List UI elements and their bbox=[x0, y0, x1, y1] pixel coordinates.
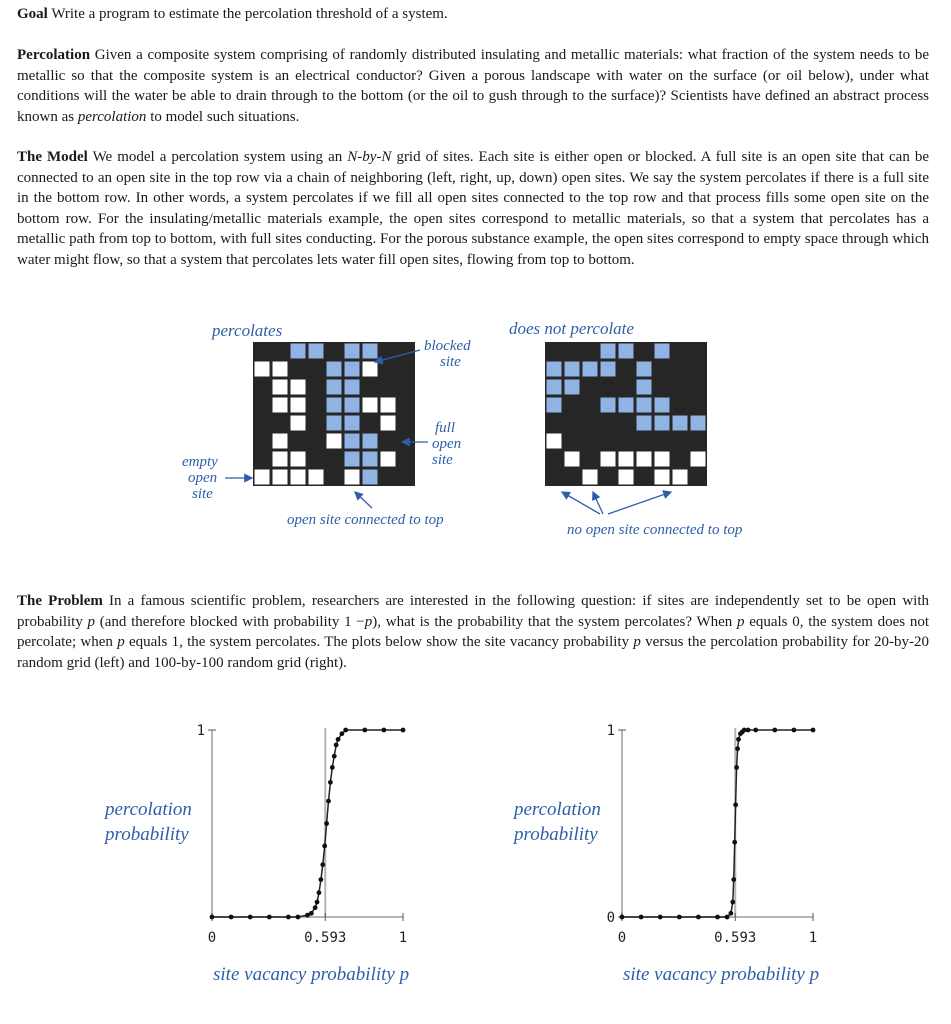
right-data-point bbox=[735, 746, 740, 751]
left-data-point bbox=[296, 915, 301, 920]
right-data-point bbox=[732, 840, 737, 845]
left-data-point bbox=[334, 743, 339, 748]
blocked-site bbox=[581, 378, 599, 396]
empty-label-line1: empty bbox=[182, 454, 218, 470]
goal-heading: Goal bbox=[17, 6, 48, 22]
blocked-site bbox=[653, 378, 671, 396]
empty-site bbox=[381, 452, 396, 467]
left-data-point bbox=[248, 915, 253, 920]
left-data-point bbox=[328, 780, 333, 785]
left-data-point bbox=[362, 728, 367, 733]
full-site bbox=[547, 362, 562, 377]
right-data-point bbox=[725, 915, 730, 920]
left-data-point bbox=[309, 911, 314, 916]
right-series-line bbox=[622, 730, 813, 917]
right-y-tick-label: 0 bbox=[606, 910, 615, 926]
model-text-2: grid of sites. Each site is either open or blocked. A full site is an open site that can be connected to an open site in the top row via a chain of neighboring (left, right, up, down) open sites. We say the system percolates if there is a full site in the bottom row. In other words, a system percolates if we fill all open sites connected to the top row and that process fills some open site on the bottom row. For the insulating/metallic materials example, the open sites correspond to metallic materials, so that a system that percolates has a metallic path from top to bottom, with full sites conducting. For the porous substance example, the open sites correspond to empty space through which water might flow, so that a system that percolates lets water fill open sites, flowing from top to bottom. bbox=[17, 149, 930, 268]
left-data-point bbox=[326, 799, 331, 804]
left-data-point bbox=[330, 765, 335, 770]
full-site bbox=[327, 380, 342, 395]
blocked-site bbox=[397, 342, 415, 360]
blocked-site bbox=[563, 396, 581, 414]
left-chart-xlabel: site vacancy probability p bbox=[213, 964, 410, 985]
blocked-label-line2: site bbox=[440, 354, 461, 370]
full-site bbox=[345, 416, 360, 431]
percolation-text: Given a composite system comprising of randomly distributed insulating and metallic materials: what fraction of the system needs to be metallic so that the composite system is an electrical conductor? Given a porous landscape with water on the surface (or oil below), under what conditions will the water be able to drain through to the bottom (or the oil to gush through to the surface)? Scientists have defined an abstract process known as bbox=[17, 47, 929, 125]
right-data-point bbox=[731, 877, 736, 882]
left-chart-ylabel-line2: probability bbox=[105, 824, 189, 845]
blocked-site bbox=[617, 378, 635, 396]
left-data-point bbox=[382, 728, 387, 733]
blocked-site bbox=[397, 378, 415, 396]
full-site bbox=[673, 416, 688, 431]
blocked-site bbox=[671, 360, 689, 378]
empty-site bbox=[291, 452, 306, 467]
blocked-site bbox=[689, 342, 707, 360]
left-chart-ylabel-line1: percolation bbox=[105, 799, 192, 820]
no-open-arrow-3 bbox=[608, 492, 671, 514]
left-data-point bbox=[320, 862, 325, 867]
full-site bbox=[655, 416, 670, 431]
empty-site bbox=[291, 470, 306, 485]
blocked-site bbox=[307, 378, 325, 396]
blocked-site bbox=[397, 414, 415, 432]
blocked-site bbox=[379, 432, 397, 450]
empty-site bbox=[327, 434, 342, 449]
blocked-site bbox=[307, 450, 325, 468]
problem-text-4: equals 0, the system does not percolate; when bbox=[17, 613, 930, 651]
problem-text-3: ), what is the probability that the system percolates? When bbox=[372, 613, 733, 630]
empty-label-line2: open bbox=[188, 470, 218, 486]
full-site bbox=[309, 344, 324, 359]
empty-site bbox=[565, 452, 580, 467]
blocked-site bbox=[653, 360, 671, 378]
full-site bbox=[363, 434, 378, 449]
right-data-point bbox=[734, 765, 739, 770]
full-site bbox=[327, 362, 342, 377]
left-data-point bbox=[401, 728, 406, 733]
full-site bbox=[547, 380, 562, 395]
blocked-site bbox=[545, 468, 563, 486]
blocked-site bbox=[397, 396, 415, 414]
empty-site bbox=[601, 452, 616, 467]
blocked-site bbox=[307, 432, 325, 450]
full-site bbox=[619, 398, 634, 413]
blocked-site bbox=[253, 450, 271, 468]
no-open-label: no open site connected to top bbox=[567, 522, 743, 538]
right-data-point bbox=[772, 728, 777, 733]
full-label-line1: full bbox=[435, 420, 456, 436]
empty-site bbox=[273, 398, 288, 413]
blocked-site bbox=[361, 414, 379, 432]
blocked-site bbox=[617, 432, 635, 450]
problem-text-6: versus the percolation probability for 20-by-20 random grid (left) and 100-by-100 random grid (right). bbox=[17, 634, 929, 671]
blocked-site bbox=[397, 432, 415, 450]
blocked-site bbox=[599, 468, 617, 486]
left-data-point bbox=[210, 915, 215, 920]
right-percolation-chart bbox=[505, 712, 845, 1002]
empty-site bbox=[363, 362, 378, 377]
empty-site bbox=[291, 380, 306, 395]
empty-label-line3: site bbox=[192, 486, 213, 502]
blocked-site bbox=[253, 378, 271, 396]
full-site bbox=[637, 380, 652, 395]
full-site bbox=[327, 416, 342, 431]
blocked-site bbox=[325, 468, 343, 486]
right-data-point bbox=[677, 915, 682, 920]
goal-paragraph bbox=[17, 4, 929, 25]
empty-site bbox=[255, 362, 270, 377]
empty-site bbox=[619, 470, 634, 485]
blocked-site bbox=[397, 360, 415, 378]
empty-site bbox=[255, 470, 270, 485]
full-site bbox=[655, 344, 670, 359]
problem-p-3: p bbox=[736, 613, 745, 630]
blocked-site bbox=[379, 468, 397, 486]
open-connected-arrow bbox=[355, 492, 372, 508]
empty-site bbox=[637, 452, 652, 467]
right-data-point bbox=[746, 728, 751, 733]
right-data-point bbox=[736, 737, 741, 742]
blocked-site bbox=[289, 432, 307, 450]
full-site bbox=[547, 398, 562, 413]
right-percolation-grid bbox=[545, 342, 707, 486]
full-site bbox=[345, 452, 360, 467]
full-site bbox=[345, 398, 360, 413]
right-chart-ylabel-line1: percolation bbox=[514, 799, 601, 820]
problem-paragraph bbox=[17, 591, 929, 673]
left-x-tick-label: 0 bbox=[207, 930, 217, 946]
right-data-point bbox=[733, 802, 738, 807]
percolation-paragraph bbox=[17, 45, 929, 127]
full-site bbox=[327, 398, 342, 413]
problem-p-4: p bbox=[117, 634, 125, 651]
blocked-site bbox=[397, 450, 415, 468]
empty-site bbox=[363, 398, 378, 413]
left-data-point bbox=[315, 900, 320, 905]
full-site bbox=[637, 398, 652, 413]
blocked-site bbox=[671, 450, 689, 468]
blocked-site bbox=[581, 396, 599, 414]
blocked-site bbox=[689, 360, 707, 378]
full-label-line3: site bbox=[432, 452, 453, 468]
problem-text-1: In a famous scientific problem, researchers are interested in the following question: if sites are independently set to be open with probability bbox=[17, 593, 929, 630]
model-heading: The Model bbox=[17, 149, 88, 165]
problem-p-5: p bbox=[633, 634, 641, 651]
full-site bbox=[345, 362, 360, 377]
left-data-point bbox=[324, 821, 329, 826]
left-data-point bbox=[317, 890, 322, 895]
percolation-term: percolation bbox=[77, 108, 147, 125]
left-data-point bbox=[229, 915, 234, 920]
blocked-site bbox=[671, 396, 689, 414]
blocked-site bbox=[617, 414, 635, 432]
problem-text-2: (and therefore blocked with probability 1 − bbox=[99, 613, 365, 630]
percolation-text-end: to model such situations. bbox=[150, 108, 300, 125]
blocked-site bbox=[545, 450, 563, 468]
percolation-heading: Percolation bbox=[17, 47, 91, 63]
problem-text-5: equals 1, the system percolates. The plots below show the site vacancy probability bbox=[128, 634, 630, 651]
blocked-site bbox=[689, 432, 707, 450]
blocked-site bbox=[617, 360, 635, 378]
right-data-point bbox=[639, 915, 644, 920]
blocked-site bbox=[653, 432, 671, 450]
full-site bbox=[619, 344, 634, 359]
right-chart-ylabel-line2: probability bbox=[514, 824, 598, 845]
blocked-site bbox=[563, 432, 581, 450]
empty-site bbox=[309, 470, 324, 485]
blocked-site bbox=[253, 342, 271, 360]
blocked-site bbox=[689, 378, 707, 396]
blocked-site bbox=[689, 468, 707, 486]
full-label-line2: open bbox=[432, 436, 462, 452]
right-data-point bbox=[730, 900, 735, 905]
blocked-site bbox=[635, 342, 653, 360]
blocked-site bbox=[271, 342, 289, 360]
full-site bbox=[345, 344, 360, 359]
model-n-by-n: N-by-N bbox=[347, 149, 392, 165]
left-percolation-grid bbox=[253, 342, 415, 486]
right-chart-xlabel: site vacancy probability p bbox=[623, 964, 820, 985]
blocked-site bbox=[307, 360, 325, 378]
blocked-site bbox=[599, 414, 617, 432]
blocked-site bbox=[253, 396, 271, 414]
full-site bbox=[565, 380, 580, 395]
goal-text: Write a program to estimate the percolation threshold of a system. bbox=[51, 6, 448, 22]
empty-site bbox=[273, 434, 288, 449]
blocked-site bbox=[397, 468, 415, 486]
right-data-point bbox=[728, 911, 733, 916]
blocked-site bbox=[253, 414, 271, 432]
blocked-site bbox=[379, 360, 397, 378]
full-site bbox=[655, 398, 670, 413]
full-site bbox=[345, 380, 360, 395]
right-data-point bbox=[753, 728, 758, 733]
blocked-site bbox=[361, 378, 379, 396]
left-data-point bbox=[267, 915, 272, 920]
blocked-site bbox=[581, 342, 599, 360]
blocked-site bbox=[379, 378, 397, 396]
left-data-point bbox=[343, 728, 348, 733]
right-x-tick-label: 1 bbox=[808, 930, 818, 946]
empty-site bbox=[619, 452, 634, 467]
left-series-line bbox=[212, 730, 403, 917]
right-data-point bbox=[620, 915, 625, 920]
blocked-site bbox=[581, 450, 599, 468]
empty-site bbox=[273, 452, 288, 467]
empty-site bbox=[673, 470, 688, 485]
full-site bbox=[583, 362, 598, 377]
percolation-grid-figure bbox=[0, 300, 951, 560]
blocked-site bbox=[635, 432, 653, 450]
empty-site bbox=[655, 470, 670, 485]
open-connected-label: open site connected to top bbox=[287, 512, 444, 528]
left-data-point bbox=[318, 877, 323, 882]
right-data-point bbox=[792, 728, 797, 733]
left-data-point bbox=[313, 905, 318, 910]
blocked-site bbox=[563, 468, 581, 486]
full-site bbox=[363, 344, 378, 359]
problem-heading: The Problem bbox=[17, 593, 103, 609]
right-data-point bbox=[696, 915, 701, 920]
blocked-site bbox=[671, 342, 689, 360]
left-percolation-chart bbox=[95, 712, 435, 1002]
left-x-tick-label: 1 bbox=[398, 930, 408, 946]
blocked-site bbox=[271, 414, 289, 432]
full-site bbox=[363, 452, 378, 467]
right-grid-title: does not percolate bbox=[509, 319, 634, 338]
blocked-site bbox=[325, 342, 343, 360]
blocked-site bbox=[289, 360, 307, 378]
left-data-point bbox=[339, 731, 344, 736]
full-site bbox=[345, 434, 360, 449]
blocked-site bbox=[599, 432, 617, 450]
model-paragraph bbox=[17, 147, 929, 271]
problem-p-1: p bbox=[87, 613, 96, 630]
empty-site bbox=[691, 452, 706, 467]
full-site bbox=[637, 362, 652, 377]
left-data-point bbox=[336, 737, 341, 742]
full-site bbox=[363, 470, 378, 485]
model-text-1: We model a percolation system using an bbox=[92, 149, 343, 165]
right-y-tick-label: 1 bbox=[606, 723, 615, 739]
full-site bbox=[637, 416, 652, 431]
blocked-site bbox=[563, 342, 581, 360]
blocked-site bbox=[581, 432, 599, 450]
empty-site bbox=[273, 362, 288, 377]
blocked-site bbox=[307, 414, 325, 432]
full-site bbox=[691, 416, 706, 431]
empty-site bbox=[655, 452, 670, 467]
empty-site bbox=[291, 416, 306, 431]
full-site bbox=[601, 344, 616, 359]
left-y-tick-label: 1 bbox=[196, 723, 205, 739]
blocked-site bbox=[253, 432, 271, 450]
blocked-site bbox=[307, 396, 325, 414]
right-x-tick-label: 0 bbox=[617, 930, 627, 946]
problem-p-2: p bbox=[364, 613, 373, 630]
blocked-site bbox=[325, 450, 343, 468]
empty-site bbox=[381, 416, 396, 431]
empty-site bbox=[273, 470, 288, 485]
right-data-point bbox=[658, 915, 663, 920]
blocked-site bbox=[689, 396, 707, 414]
left-x-tick-label: 0.593 bbox=[304, 930, 347, 946]
full-site bbox=[601, 362, 616, 377]
empty-site bbox=[583, 470, 598, 485]
full-site bbox=[565, 362, 580, 377]
left-grid-title: percolates bbox=[212, 321, 283, 340]
full-site bbox=[601, 398, 616, 413]
left-data-point bbox=[322, 844, 327, 849]
blocked-site bbox=[563, 414, 581, 432]
blocked-site bbox=[545, 342, 563, 360]
left-data-point bbox=[286, 915, 291, 920]
blocked-label-line1: blocked bbox=[424, 338, 471, 354]
blocked-site bbox=[545, 414, 563, 432]
blocked-site bbox=[599, 378, 617, 396]
left-data-point bbox=[332, 754, 337, 759]
blocked-site bbox=[671, 432, 689, 450]
empty-site bbox=[547, 434, 562, 449]
right-data-point bbox=[811, 728, 816, 733]
right-data-point bbox=[715, 915, 720, 920]
empty-site bbox=[381, 398, 396, 413]
blocked-site bbox=[581, 414, 599, 432]
blocked-site bbox=[635, 468, 653, 486]
empty-site bbox=[273, 380, 288, 395]
full-site bbox=[291, 344, 306, 359]
empty-site bbox=[345, 470, 360, 485]
right-x-tick-label: 0.593 bbox=[714, 930, 757, 946]
empty-site bbox=[291, 398, 306, 413]
blocked-site bbox=[671, 378, 689, 396]
